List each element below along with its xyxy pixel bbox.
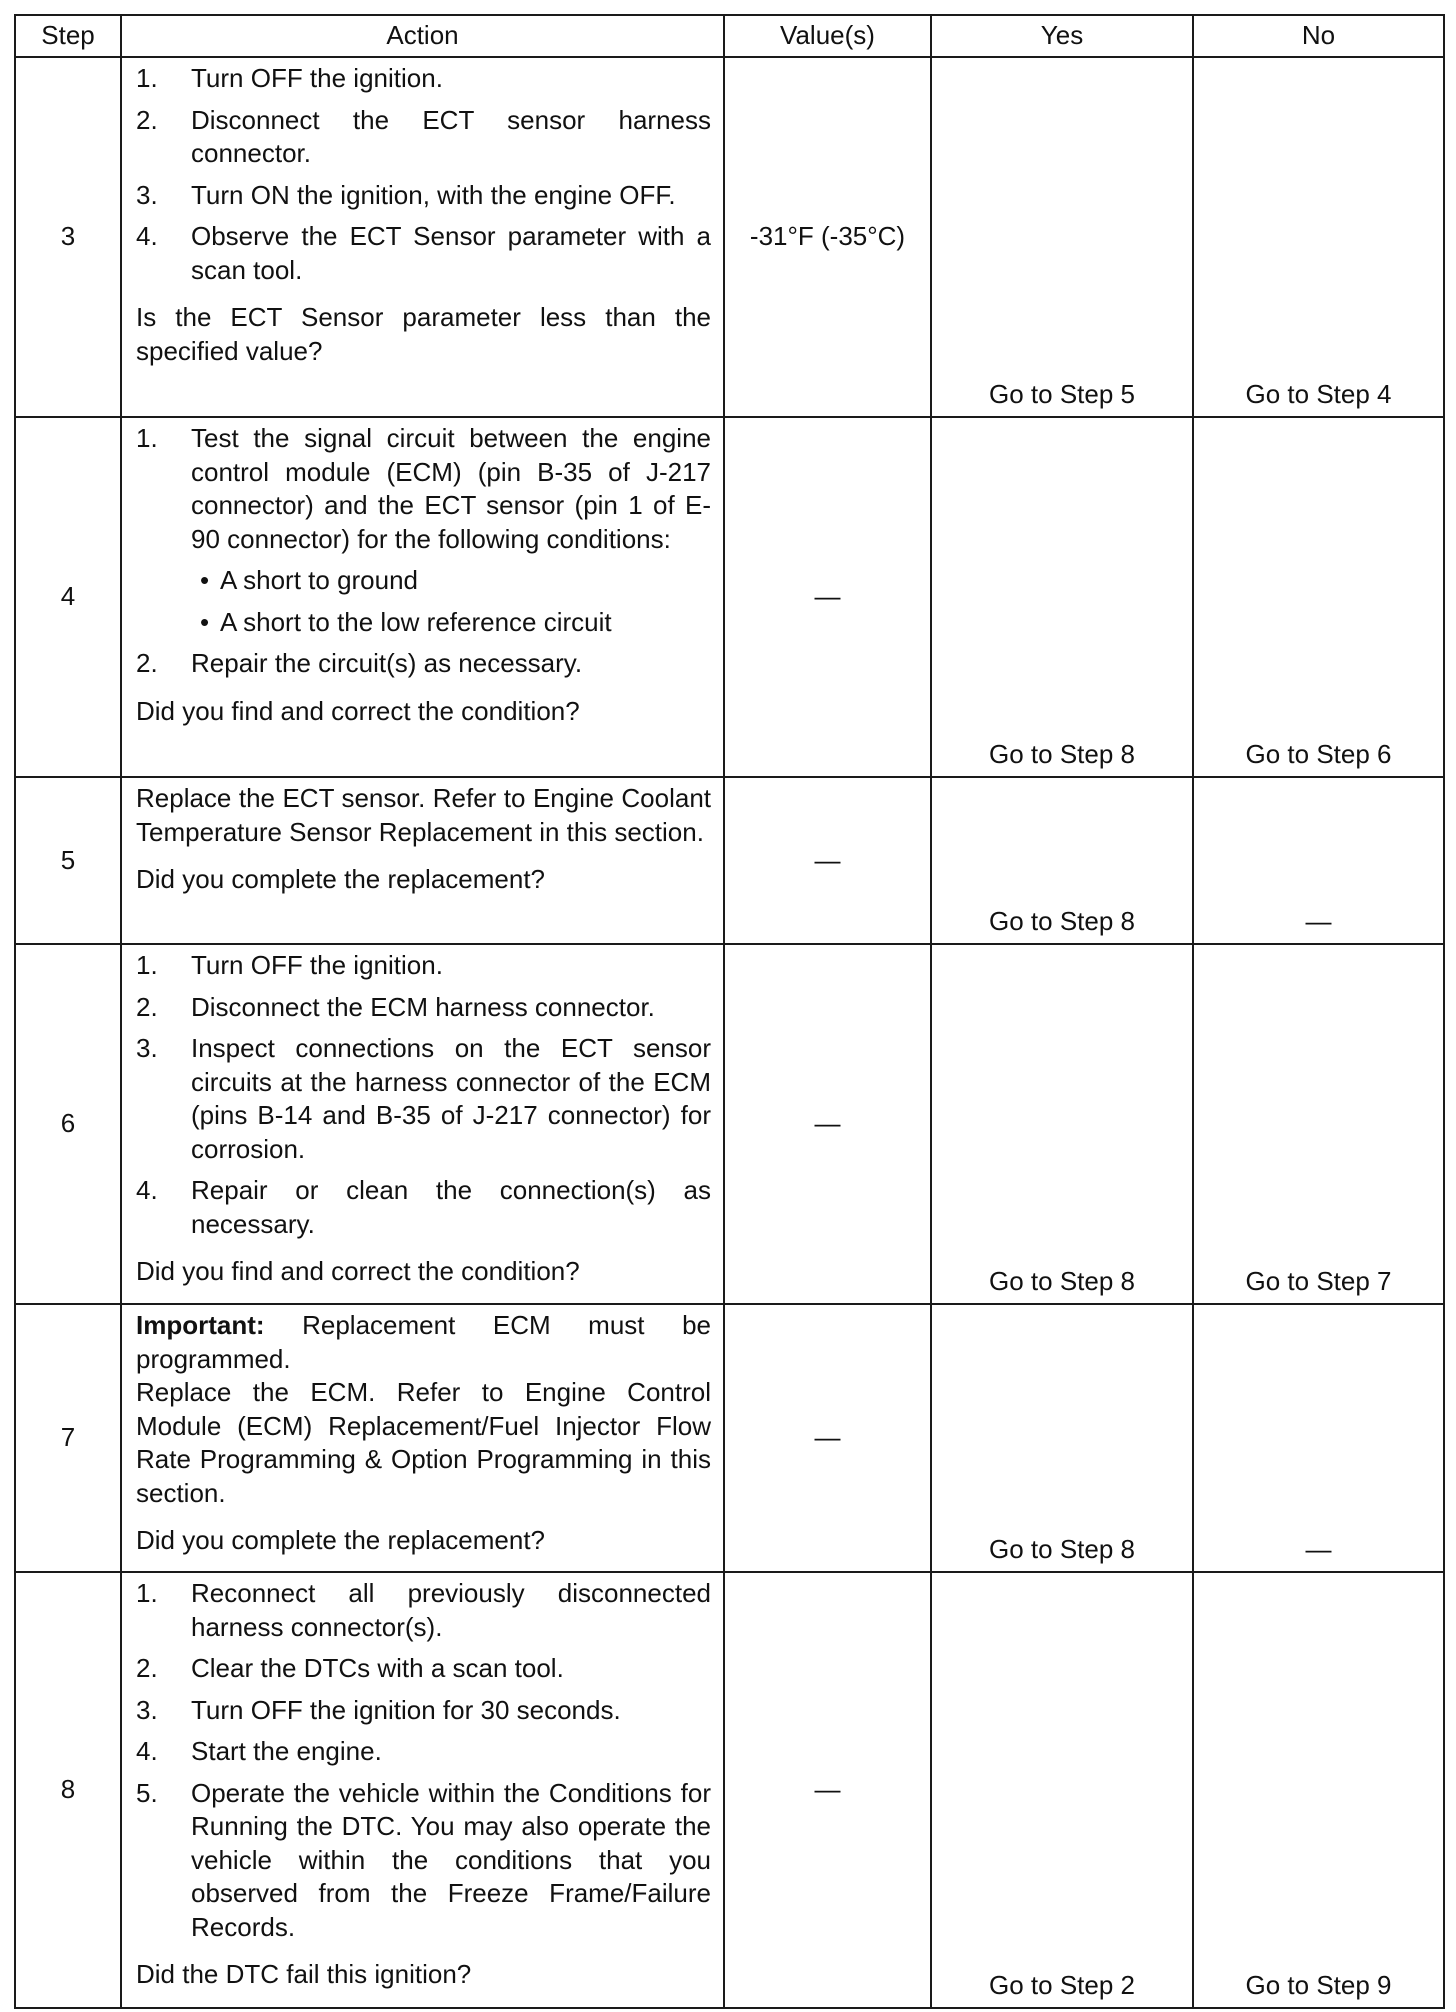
bullet-item: • A short to the low reference circuit xyxy=(191,606,711,640)
action-question: Did you find and correct the condition? xyxy=(136,695,580,726)
step-row-7 xyxy=(15,1304,1444,1572)
bullet-item: • A short to ground xyxy=(191,564,711,598)
step-number: 5 xyxy=(15,777,121,944)
action-cell xyxy=(121,57,724,417)
action-list xyxy=(136,62,711,287)
no-cell: Go to Step 4 xyxy=(1193,57,1444,417)
item-number: 3. xyxy=(136,1033,158,1063)
action-item: 4. Repair or clean the connection(s) as necessary. xyxy=(136,1175,711,1239)
no-cell: Go to Step 9 xyxy=(1193,1572,1444,2008)
item-number: 1. xyxy=(136,63,158,93)
bullet-list xyxy=(191,564,711,639)
header-values: Value(s) xyxy=(724,15,931,57)
action-item: 3. Inspect connections on the ECT sensor circuits at the harness connector of the ECM (pins B-14 and B-35 of J-217 connector) for corrosion. xyxy=(136,1033,711,1164)
action-paragraph: Replace the ECM. Refer to Engine Control Module (ECM) Replacement/Fuel Injector Flow Rate Programming & Option Programming in this section. xyxy=(136,1377,711,1508)
step-number: 4 xyxy=(15,417,121,777)
action-item: 1. Turn OFF the ignition. xyxy=(136,949,711,983)
value-cell: -31°F (-35°C) xyxy=(724,57,931,417)
action-cell xyxy=(121,944,724,1304)
item-number: 2. xyxy=(136,648,158,678)
action-item: 3. Turn ON the ignition, with the engine OFF. xyxy=(136,179,711,213)
action-cell xyxy=(121,1304,724,1572)
value-cell: — xyxy=(724,944,931,1304)
action-cell xyxy=(121,1572,724,2008)
action-item: 2. Disconnect the ECT sensor harness connector. xyxy=(136,104,711,168)
action-item: 1. Test the signal circuit between the engine control module (ECM) (pin B-35 of J-217 connector) and the ECT sensor (pin 1 of E-90 connector) for the following conditions: • A short to ground • A short to the low reference circuit xyxy=(136,422,711,639)
important-label: Important: xyxy=(136,1310,265,1340)
yes-cell: Go to Step 8 xyxy=(931,777,1193,944)
value-cell: — xyxy=(724,1572,931,2008)
step-number: 3 xyxy=(15,57,121,417)
item-number: 3. xyxy=(136,1694,158,1725)
action-list xyxy=(136,949,711,1241)
action-list xyxy=(136,1577,711,1944)
no-cell: Go to Step 7 xyxy=(1193,944,1444,1304)
action-item: 1. Reconnect all previously disconnected harness connector(s). xyxy=(136,1578,711,1642)
step-row-3 xyxy=(15,57,1444,417)
action-item: 4. Observe the ECT Sensor parameter with a scan tool. xyxy=(136,221,711,285)
action-question: Did the DTC fail this ignition? xyxy=(136,1959,472,1989)
item-number: 1. xyxy=(136,1578,158,1608)
item-number: 1. xyxy=(136,423,158,453)
yes-cell: Go to Step 8 xyxy=(931,944,1193,1304)
header-row xyxy=(15,15,1444,57)
action-question: Did you find and correct the condition? xyxy=(136,1256,580,1286)
step-number: 8 xyxy=(15,1572,121,2008)
yes-cell: Go to Step 5 xyxy=(931,57,1193,417)
item-number: 4. xyxy=(136,1736,158,1766)
no-cell: Go to Step 6 xyxy=(1193,417,1444,777)
yes-cell: Go to Step 8 xyxy=(931,1304,1193,1572)
diagnostic-table xyxy=(14,14,1445,2009)
step-row-8 xyxy=(15,1572,1444,2008)
header-no: No xyxy=(1193,15,1444,57)
no-cell: — xyxy=(1193,777,1444,944)
action-item: 2. Repair the circuit(s) as necessary. xyxy=(136,647,711,681)
action-item: 2. Disconnect the ECM harness connector. xyxy=(136,991,711,1025)
header-yes: Yes xyxy=(931,15,1193,57)
action-paragraph: Replace the ECT sensor. Refer to Engine Coolant Temperature Sensor Replacement in this section. xyxy=(136,783,711,847)
action-cell xyxy=(121,777,724,944)
item-number: 2. xyxy=(136,991,158,1022)
step-number: 6 xyxy=(15,944,121,1304)
item-number: 5. xyxy=(136,1777,158,1808)
action-list xyxy=(136,422,711,681)
action-item: 2. Clear the DTCs with a scan tool. xyxy=(136,1652,711,1686)
yes-cell: Go to Step 8 xyxy=(931,417,1193,777)
no-cell: — xyxy=(1193,1304,1444,1572)
item-number: 2. xyxy=(136,1653,158,1683)
item-number: 4. xyxy=(136,1175,158,1205)
value-cell: — xyxy=(724,417,931,777)
step-row-4 xyxy=(15,417,1444,777)
action-item: 1. Turn OFF the ignition. xyxy=(136,62,711,96)
important-note xyxy=(136,1309,711,1376)
action-item: 3. Turn OFF the ignition for 30 seconds. xyxy=(136,1694,711,1728)
step-row-5 xyxy=(15,777,1444,944)
yes-cell: Go to Step 2 xyxy=(931,1572,1193,2008)
step-row-6 xyxy=(15,944,1444,1304)
action-cell xyxy=(121,417,724,777)
item-number: 2. xyxy=(136,104,158,135)
value-cell: — xyxy=(724,1304,931,1572)
header-action: Action xyxy=(121,15,724,57)
step-number: 7 xyxy=(15,1304,121,1572)
value-cell: — xyxy=(724,777,931,944)
item-number: 4. xyxy=(136,221,158,251)
action-item: 4. Start the engine. xyxy=(136,1735,711,1769)
item-number: 3. xyxy=(136,179,158,210)
important-text: Replacement ECM must be programmed. xyxy=(136,1310,711,1374)
item-number: 1. xyxy=(136,950,158,980)
action-item: 5. Operate the vehicle within the Conditions for Running the DTC. You may also operate the vehicle within the conditions that you observed from the Freeze Frame/Failure Records. xyxy=(136,1777,711,1942)
action-question: Did you complete the replacement? xyxy=(136,864,546,894)
action-question: Did you complete the replacement? xyxy=(136,1525,546,1555)
header-step: Step xyxy=(15,15,121,57)
action-question: Is the ECT Sensor parameter less than the specified value? xyxy=(136,302,711,366)
